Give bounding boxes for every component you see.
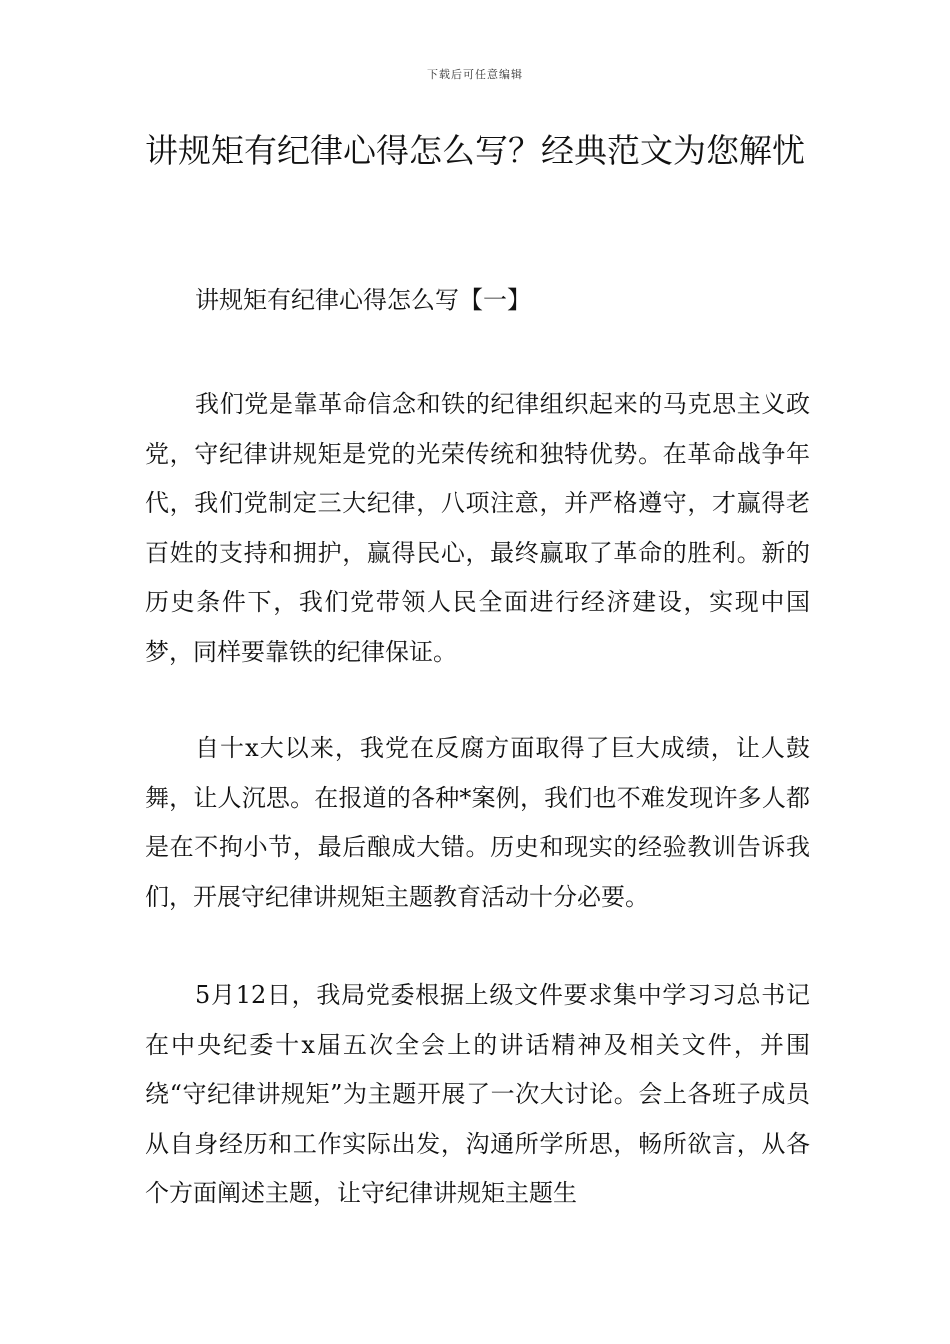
paragraph-1: 我们党是靠革命信念和铁的纪律组织起来的马克思主义政党，守纪律讲规矩是党的光荣传统和独特优势。在革命战争年代，我们党制定三大纪律，八项注意，并严格遵守，才赢得老百姓的支持和拥护，赢得民心，最终赢取了革命的胜利。新的历史条件下，我们党带领人民全面进行经济建设，实现中国梦，同样要靠铁的纪律保证。: [145, 390, 810, 666]
paragraph-3: 5月12日，我局党委根据上级文件要求集中学习习总书记在中央纪委十x届五次全会上的讲话精神及相关文件，并围绕“守纪律讲规矩”为主题开展了一次大讨论。会上各班子成员从自身经历和工作实际出发，沟通所学所思，畅所欲言，从各个方面阐述主题，让守纪律讲规矩主题生: [145, 981, 810, 1207]
document-title: 讲规矩有纪律心得怎么写？经典范文为您解忧: [145, 131, 805, 170]
paragraph-2: 自十x大以来，我党在反腐方面取得了巨大成绩，让人鼓舞，让人沉思。在报道的各种*案例，我们也不难发现许多人都是在不拘小节，最后酿成大错。历史和现实的经验教训告诉我们，开展守纪律讲规矩主题教育活动十分必要。: [145, 734, 810, 911]
header-note: 下载后可任意编辑: [427, 68, 523, 81]
section-heading: 讲规矩有纪律心得怎么写【一】: [195, 286, 531, 314]
